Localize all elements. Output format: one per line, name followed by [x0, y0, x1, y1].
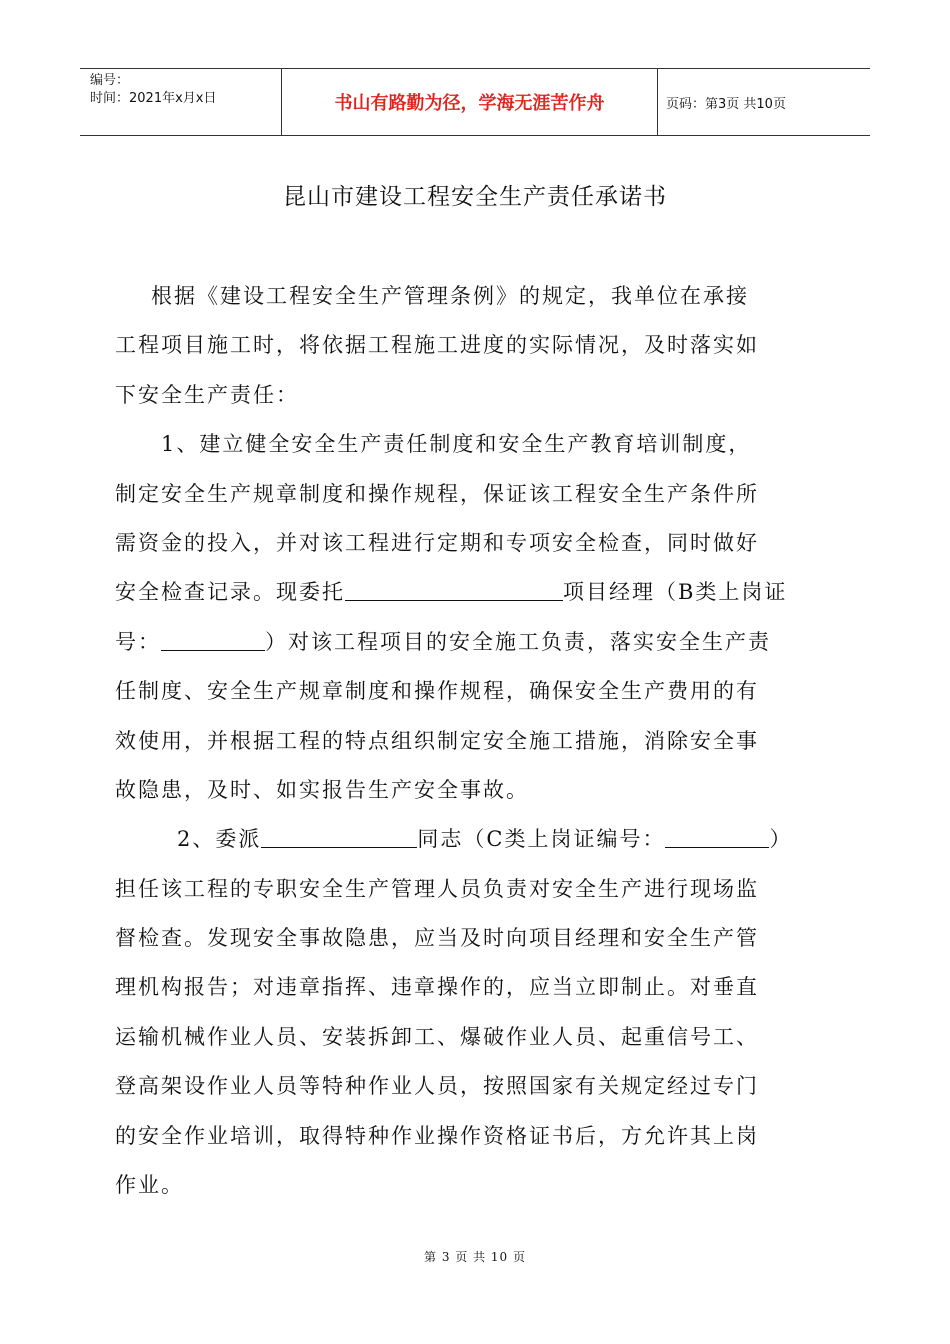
document-date: 时间：2021年x月x日	[90, 91, 217, 106]
body-text: 项目经理（B类上岗证	[563, 580, 788, 605]
body-line: 运输机械作业人员、安装拆卸工、爆破作业人员、起重信号工、	[115, 1024, 759, 1049]
page-footer: 第 3 页 共 10 页	[424, 1250, 526, 1264]
document-number-label: 编号：	[90, 73, 130, 88]
body-line: 登高架设作业人员等特种作业人员，按照国家有关规定经过专门	[115, 1074, 759, 1099]
body-line: 制定安全生产规章制度和操作规程，保证该工程安全生产条件所	[115, 481, 759, 506]
c-certificate-number-blank[interactable]	[665, 825, 769, 848]
project-manager-name-blank[interactable]	[345, 578, 563, 601]
body-line: 任制度、安全生产规章制度和操作规程，确保安全生产费用的有	[115, 679, 759, 704]
body-line: 根据《建设工程安全生产管理条例》的规定，我单位在承接	[151, 284, 749, 308]
safety-officer-name-blank[interactable]	[261, 825, 417, 848]
body-line	[115, 618, 837, 667]
body-line: 作业。	[115, 1173, 184, 1198]
body-line: 工程项目施工时，将依据工程施工进度的实际情况，及时落实如	[115, 333, 759, 358]
body-text: 安全检查记录。现委托	[115, 580, 345, 605]
header-motto: 书山有路勤为径，学海无涯苦作舟	[282, 69, 658, 135]
header-meta	[80, 69, 282, 135]
body-text: 2、委派	[177, 827, 262, 852]
body-line: 效使用，并根据工程的特点组织制定安全施工措施，消除安全事	[115, 728, 759, 753]
body-text: ）	[769, 827, 793, 852]
body-line	[115, 568, 837, 617]
body-line: 理机构报告；对违章指挥、违章操作的，应当立即制止。对垂直	[115, 975, 759, 1000]
body-line: 下安全生产责任：	[115, 382, 299, 407]
b-certificate-number-blank[interactable]	[161, 628, 265, 651]
header-page-number: 页码：第3页 共10页	[666, 96, 786, 112]
document-body	[115, 272, 837, 1210]
document-title: 昆山市建设工程安全生产责任承诺书	[283, 184, 667, 210]
body-text: ）对该工程项目的安全施工负责，落实安全生产责	[265, 629, 771, 654]
body-line	[115, 815, 837, 864]
body-line: 担任该工程的专职安全生产管理人员负责对安全生产进行现场监	[115, 876, 759, 901]
body-line: 需资金的投入，并对该工程进行定期和专项安全检查，同时做好	[115, 530, 759, 555]
body-line: 的安全作业培训，取得特种作业操作资格证书后，方允许其上岗	[115, 1123, 759, 1148]
body-text: 同志（C类上岗证编号：	[417, 827, 666, 852]
body-line: 故隐患，及时、如实报告生产安全事故。	[115, 777, 529, 802]
body-line: 督检查。发现安全事故隐患，应当及时向项目经理和安全生产管	[115, 926, 759, 951]
body-line: 1、建立健全安全生产责任制度和安全生产教育培训制度，	[161, 432, 752, 457]
page-header	[80, 68, 870, 136]
body-text: 号：	[115, 629, 161, 654]
